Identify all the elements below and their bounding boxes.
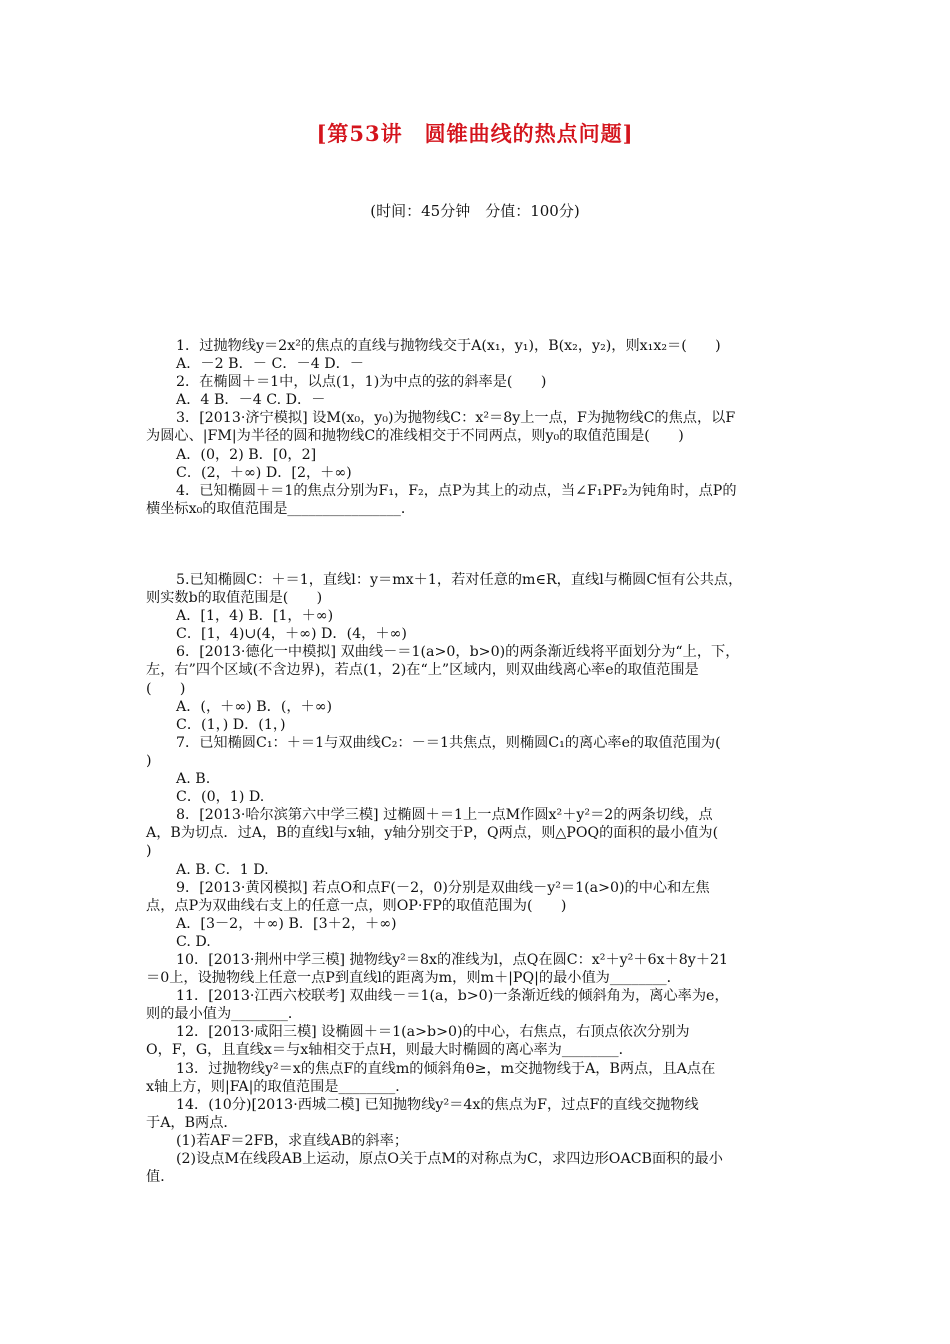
question-line: A．[3－2，＋∞) B．[3＋2，＋∞)	[176, 915, 397, 932]
question-line: 横坐标x₀的取值范围是________________．	[146, 500, 416, 517]
question-line: C．(0，1) D.	[176, 789, 265, 806]
question-line: A. B. C．1 D.	[176, 861, 269, 878]
question-line: 7．已知椭圆C₁：＋＝1与双曲线C₂：－＝1共焦点，则椭圆C₁的离心率e的取值范围为(	[176, 734, 721, 751]
exam-info: (时间：45分钟 分值：100分)	[370, 202, 580, 220]
question-line: )	[146, 752, 152, 769]
question-line: 14．(10分)[2013·西城二模] 已知抛物线y²＝4x的焦点为F，过点F的直线交抛物线	[176, 1096, 699, 1113]
question-line: x轴上方，则|FA|的取值范围是________．	[146, 1078, 410, 1095]
question-line: 则实数b的取值范围是( )	[146, 590, 323, 607]
question-line: A．(0，2) B．[0，2]	[176, 446, 317, 463]
question-line: 2．在椭圆＋＝1中，以点(1，1)为中点的弦的斜率是( )	[176, 374, 547, 391]
question-line: 12．[2013·咸阳三模] 设椭圆＋＝1(a>b>0)的中心，右焦点，右顶点依次分别为	[176, 1024, 690, 1041]
question-line: A．－2 B．－ C．－4 D．－	[176, 356, 364, 373]
question-line: A. B.	[176, 771, 211, 788]
questions-part-1	[146, 337, 808, 518]
page-title: [第53讲 圆锥曲线的热点问题]	[316, 121, 634, 146]
question-line: 1．过抛物线y＝2x²的焦点的直线与抛物线交于A(x₁，y₁)，B(x₂，y₂)，则x₁x₂＝( )	[176, 338, 721, 354]
question-line: 11．[2013·江西六校联考] 双曲线－＝1(a，b>0)一条渐近线的倾斜角为，离心率为e，	[176, 988, 729, 1005]
question-line: 5.已知椭圆C：＋＝1，直线l：y＝mx＋1，若对任意的m∈R，直线l与椭圆C恒有公共点，	[176, 572, 743, 588]
question-line: 4．已知椭圆＋＝1的焦点分别为F₁，F₂，点P为其上的动点，当∠F₁PF₂为钝角时，点P的	[176, 482, 737, 499]
question-line: C. D.	[176, 933, 211, 950]
question-line: (1)若AF＝2FB，求直线AB的斜率；	[176, 1132, 409, 1149]
question-line: C．(1，) D．(1，)	[176, 716, 286, 733]
question-line: (2)设点M在线段AB上运动，原点O关于点M的对称点为C，求四边形OACB面积的最小	[176, 1151, 723, 1167]
question-line: 6．[2013·德化一中模拟] 双曲线－＝1(a>0，b>0)的两条渐近线将平面划分为“上，下，	[176, 644, 740, 661]
question-line: A．4 B．－4 C. D．－	[176, 392, 326, 409]
question-line: 左，右”四个区域(不含边界)，若点(1，2)在“上”区域内，则双曲线离心率e的取值范围是	[146, 662, 699, 679]
question-line: 3．[2013·济宁模拟] 设M(x₀，y₀)为抛物线C：x²＝8y上一点，F为抛物线C的焦点，以F	[176, 410, 736, 427]
question-line: 9．[2013·黄冈模拟] 若点O和点F(－2，0)分别是双曲线－y²＝1(a>0)的中心和左焦	[176, 879, 710, 896]
question-line: 为圆心、|FM|为半径的圆和抛物线C的准线相交于不同两点，则y₀的取值范围是( )	[146, 428, 684, 445]
question-line: )	[146, 843, 152, 860]
question-line: A．(，＋∞) B．(，＋∞)	[176, 698, 333, 715]
question-line: 于A，B两点．	[146, 1114, 238, 1131]
question-line: O，F，G，且直线x＝与x轴相交于点H，则最大时椭圆的离心率为________．	[146, 1042, 633, 1059]
questions-part-2	[146, 571, 808, 1186]
question-line: 值．	[146, 1169, 175, 1186]
question-line: A．[1，4) B．[1，＋∞)	[176, 608, 334, 625]
question-line: C．[1，4)∪(4，＋∞) D．(4，＋∞)	[176, 626, 407, 643]
question-line: ( )	[146, 680, 186, 697]
question-line: A，B为切点．过A，B的直线l与x轴，y轴分别交于P，Q两点，则△POQ的面积的最小值为(	[146, 825, 719, 842]
question-line: 8．[2013·哈尔滨第六中学三模] 过椭圆＋＝1上一点M作圆x²＋y²＝2的两条切线，点	[176, 807, 713, 824]
question-line: C．(2，＋∞) D．[2，＋∞)	[176, 464, 352, 481]
question-line: ＝0上，设抛物线上任意一点P到直线l的距离为m，则m＋|PQ|的最小值为________．	[146, 970, 681, 987]
question-line: 则的最小值为________．	[146, 1006, 303, 1023]
question-line: 点，点P为双曲线右支上的任意一点，则OP·FP的取值范围为( )	[146, 897, 567, 914]
question-line: 13．过抛物线y²＝x的焦点F的直线m的倾斜角θ≥，m交抛物线于A，B两点，且A点在	[176, 1060, 716, 1077]
question-line: 10．[2013·荆州中学三模] 抛物线y²＝8x的准线为l，点Q在圆C：x²＋y²＋6x＋8y＋21	[176, 951, 729, 968]
